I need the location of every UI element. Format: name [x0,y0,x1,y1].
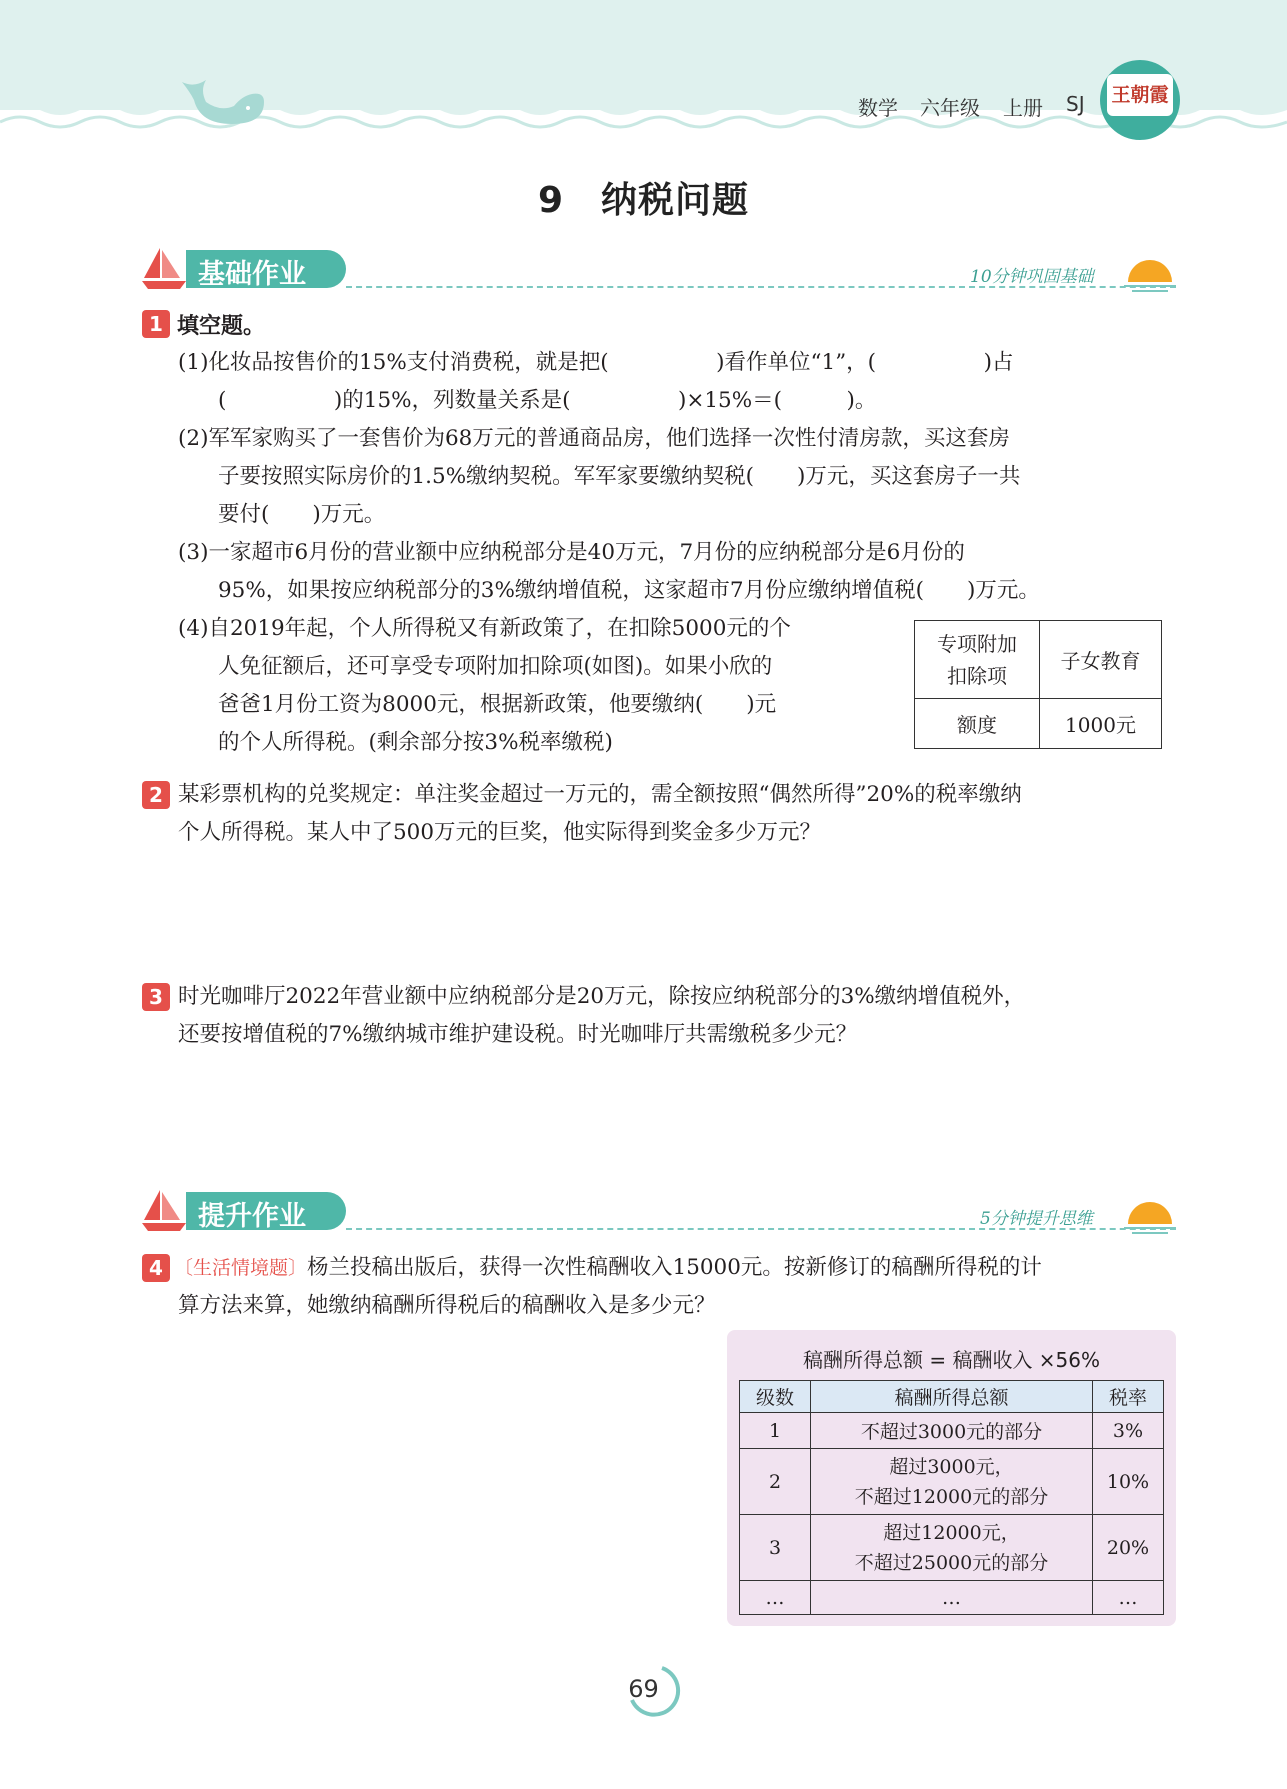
column-header: 税率 [1093,1381,1164,1413]
publisher-logo [1100,60,1180,140]
q3-line-2: 还要按增值税的7%缴纳城市维护建设税。时光咖啡厅共需缴税多少元？ [178,1022,858,1047]
sunset-icon [1122,254,1178,294]
scenario-tag: 〔生活情境题〕 [174,1257,308,1279]
level-cell: … [740,1581,811,1615]
question-number-4: 4 [142,1254,170,1282]
header-volume: 上册 [1003,96,1043,120]
q1-line-11: 的个人所得税。(剩余部分按3%税率缴税) [218,730,613,755]
q1-line-2: ( )的15%，列数量关系是( )×15%＝( )。 [218,388,877,413]
range-cell [811,1515,1093,1581]
sailboat-icon [140,244,190,292]
table-row [740,1413,1164,1449]
rate-cell: 3% [1093,1413,1164,1449]
q1-line-6: (3)一家超市6月份的营业额中应纳税部分是40万元，7月份的应纳税部分是6月份的 [178,540,965,565]
table-row [915,699,1162,749]
tax-rate-table [739,1380,1164,1615]
section1-hint: 10分钟巩固基础 [970,267,1094,287]
q1-line-3: (2)军军家购买了一套售价为68万元的普通商品房，他们选择一次性付清房款，买这套房 [178,426,1010,451]
range-cell [811,1449,1093,1515]
header-edition: SJ [1066,92,1085,116]
q2-line-2: 个人所得税。某人中了500万元的巨奖，他实际得到奖金多少万元？ [178,820,822,845]
rate-cell: … [1093,1581,1164,1615]
section2-label: 提升作业 [198,1201,306,1232]
logo-text: 王朝霞 [1107,74,1173,116]
table-cell [915,621,1040,699]
tax-rate-panel [727,1330,1176,1626]
q4-line-2: 算方法来算，她缴纳稿酬所得税后的稿酬收入是多少元？ [178,1293,716,1318]
q2-line-1: 某彩票机构的兑奖规定：单注奖金超过一万元的，需全额按照“偶然所得”20%的税率缴纳 [178,782,1022,807]
range-line2: 不超过12000元的部分 [854,1485,1049,1508]
range-line1: 超过3000元， [889,1455,1014,1478]
deduction-label-line2: 扣除项 [947,663,1007,688]
table-row [915,621,1162,699]
sunset-icon [1122,1196,1178,1236]
q1-line-1: (1)化妆品按售价的15%支付消费税，就是把( )看作单位“1”，( )占 [178,350,1014,375]
formula: 稿酬所得总额 = 稿酬收入 ×56% [802,1348,1101,1372]
question-number-2: 2 [142,781,170,809]
amount-label: 额度 [915,699,1040,749]
q3-line-1: 时光咖啡厅2022年营业额中应纳税部分是20万元，除按应纳税部分的3%缴纳增值税外， [178,984,1026,1009]
question-number-1: 1 [142,310,170,338]
deduction-item: 子女教育 [1040,621,1162,699]
table-row [740,1581,1164,1615]
q4-line-1 [174,1249,1042,1287]
rate-cell: 10% [1093,1449,1164,1515]
page-number: 69 [628,1675,659,1703]
header-grade: 六年级 [920,96,980,120]
range-cell: 不超过3000元的部分 [811,1413,1093,1449]
q1-line-8: (4)自2019年起，个人所得税又有新政策了，在扣除5000元的个 [178,616,791,641]
q1-line-10: 爸爸1月份工资为8000元，根据新政策，他要缴纳( )元 [218,692,777,717]
table-row [740,1449,1164,1515]
header-subject: 数学 [858,96,898,120]
level-cell: 3 [740,1515,811,1581]
q1-line-5: 要付( )万元。 [218,502,386,527]
q1-line-7: 95%，如果按应纳税部分的3%缴纳增值税，这家超市7月份应缴纳增值税( )万元。 [218,578,1040,603]
level-cell: 1 [740,1413,811,1449]
page-title: 9 纳税问题 [537,180,750,221]
whale-icon [172,72,272,132]
section2-hint: 5分钟提升思维 [980,1209,1093,1229]
q4-line-1-text: 杨兰投稿出版后，获得一次性稿酬收入15000元。按新修订的稿酬所得税的计 [307,1255,1042,1280]
column-header: 稿酬所得总额 [811,1381,1093,1413]
rate-cell: 20% [1093,1515,1164,1581]
q1-line-4: 子要按照实际房价的1.5%缴纳契税。军军家要缴纳契税( )万元，买这套房子一共 [218,464,1021,489]
q1-line-9: 人免征额后，还可享受专项附加扣除项(如图)。如果小欣的 [218,654,773,679]
section1-label: 基础作业 [198,259,306,290]
level-cell: 2 [740,1449,811,1515]
question-number-3: 3 [142,983,170,1011]
amount-value: 1000元 [1040,699,1162,749]
deduction-label-line1: 专项附加 [937,631,1017,656]
range-line2: 不超过25000元的部分 [854,1551,1049,1574]
table-row [740,1515,1164,1581]
range-line1: 超过12000元， [883,1521,1020,1544]
question-1-heading: 填空题。 [177,314,266,339]
range-cell: … [811,1581,1093,1615]
sailboat-icon [140,1186,190,1234]
column-header: 级数 [740,1381,811,1413]
table-header-row [740,1381,1164,1413]
deduction-table [914,620,1162,749]
